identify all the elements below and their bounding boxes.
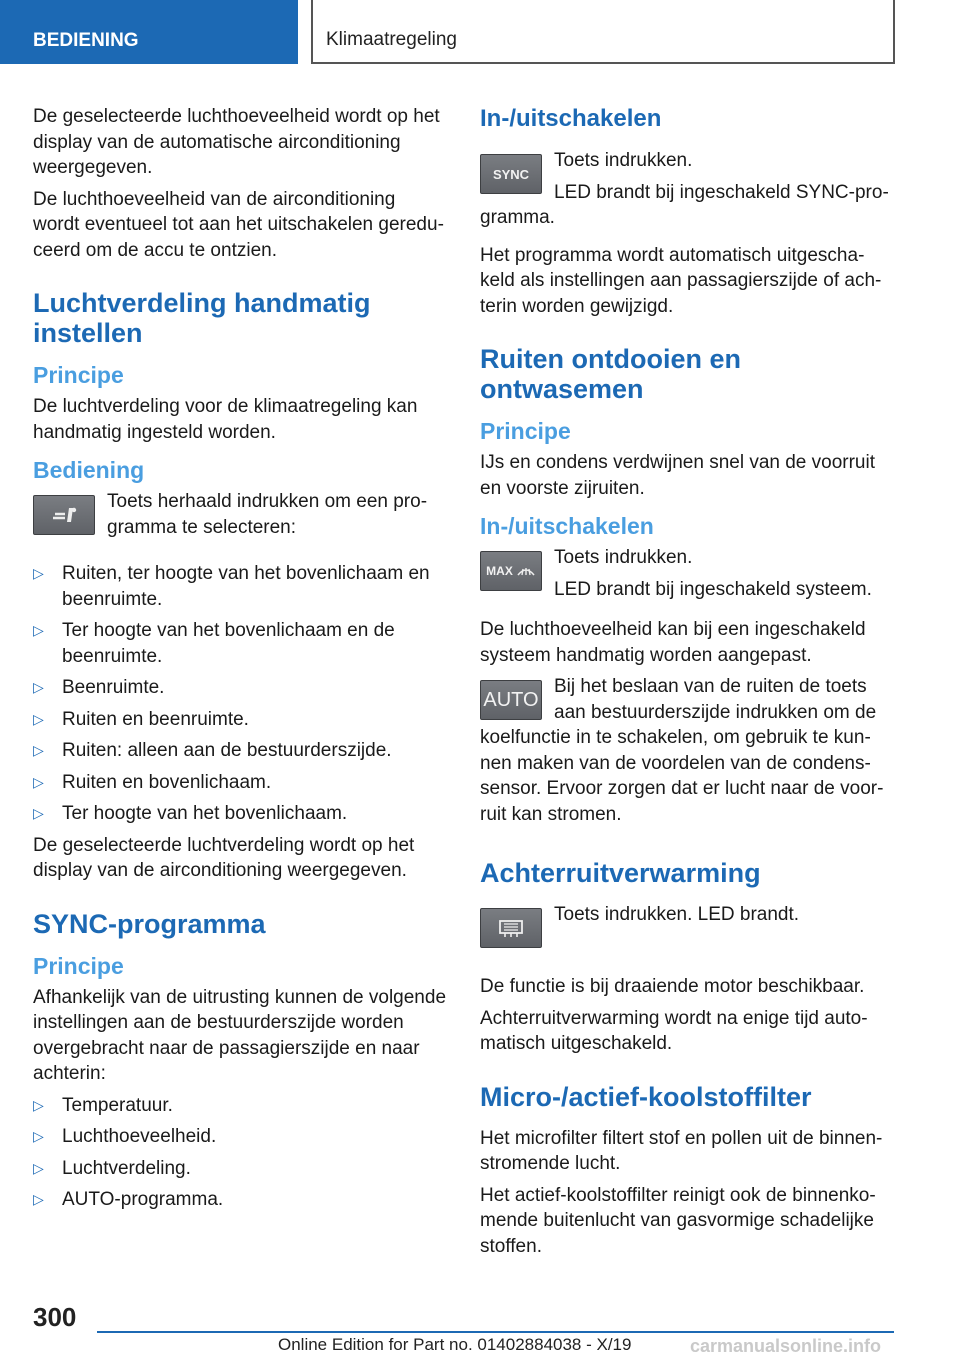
auto-button-row xyxy=(480,674,892,833)
triangle-bullet-icon: ▷ xyxy=(33,710,44,727)
max-defrost-icon: MAX xyxy=(480,551,542,591)
rear-defrost-button-row xyxy=(480,902,892,968)
list-item: ▷ Ter hoogte van het bovenlichaam en de beenruimte. xyxy=(33,620,395,667)
heading-luchtverdeling: Luchtverdeling handmatig instellen xyxy=(33,288,371,348)
paragraph: Achterruitverwarming wordt na enige tijd automatisch uitgeschakeld. xyxy=(480,1007,868,1054)
page-header xyxy=(0,0,960,66)
list-item: ▷ Luchthoeveelheid. xyxy=(33,1124,447,1150)
air-distribution-icon xyxy=(33,495,95,535)
chapter-title: Klimaatregeling xyxy=(311,0,895,64)
heading-principe: Principe xyxy=(480,418,571,444)
triangle-bullet-icon: ▷ xyxy=(33,773,44,790)
heading-achterruitverwarming: Achterruitverwarming xyxy=(480,858,761,888)
paragraph: De luchthoeveelheid kan bij een ingeschakeld systeem handmatig worden aangepast. xyxy=(480,619,866,666)
list-item: ▷ Ruiten: alleen aan de bestuurderszijde. xyxy=(33,738,447,764)
auto-text: Bij het beslaan van de ruiten de toets aan bestuurderszijde indrukken om de koelfunctie in te schakelen, om gebruik te kunnen maken van de voordelen van de condenssensor. Ervoor zorgen dat er lucht naar de voorruit kan stromen. xyxy=(480,676,884,825)
list-item: ▷ Beenruimte. xyxy=(33,675,447,701)
triangle-bullet-icon: ▷ xyxy=(33,1191,44,1207)
sync-text: Toets indrukken. xyxy=(554,150,693,171)
right-column xyxy=(480,104,892,1265)
watermark: carmanualsonline.info xyxy=(690,1336,882,1356)
triangle-bullet-icon: ▷ xyxy=(33,1128,44,1144)
footer-divider xyxy=(97,1331,894,1333)
heading-bediening: Bediening xyxy=(33,457,145,483)
list-item: ▷ Ruiten en bovenlichaam. xyxy=(33,770,447,796)
heading-in-uitschakelen: In-/uitschakelen xyxy=(480,513,654,539)
section-tab: BEDIENING xyxy=(0,0,298,64)
heading-sync: SYNC-programma xyxy=(33,908,266,939)
paragraph: De luchtverdeling voor de klimaatregeling kan handmatig ingesteld worden. xyxy=(33,396,418,443)
paragraph: Het microfilter filtert stof en pollen uit de binnenstromende lucht. xyxy=(480,1127,883,1174)
paragraph: De geselecteerde luchtverdeling wordt op het display van de airconditioning weergegeven. xyxy=(33,834,415,881)
bediening-text: Toets herhaald indrukken om een programma te selecteren: xyxy=(107,491,428,538)
list-item: ▷ Ruiten, ter hoogte van het bovenlichaam en beenruimte. xyxy=(33,563,430,610)
max-text: Toets indrukken. xyxy=(554,547,693,568)
paragraph: De luchthoeveelheid van de airconditioning wordt eventueel tot aan het uitschakelen gereduceerd om de accu te ontzien. xyxy=(33,188,444,261)
list-item: ▷ Ruiten en beenruimte. xyxy=(33,707,447,733)
triangle-bullet-icon: ▷ xyxy=(33,1096,44,1113)
list-item: ▷ Temperatuur. xyxy=(33,1093,447,1119)
triangle-bullet-icon: ▷ xyxy=(33,1159,44,1176)
list-item: ▷ Ter hoogte van het bovenlichaam. xyxy=(33,801,447,827)
heading-principe: Principe xyxy=(33,952,124,979)
triangle-bullet-icon: ▷ xyxy=(33,805,44,821)
edition-text: Online Edition for Part no. 01402884038 - X/19 xyxy=(278,1335,632,1354)
max-text: LED brandt bij ingeschakeld systeem. xyxy=(554,578,872,600)
airflow-button-row xyxy=(33,489,447,555)
airflow-options-list xyxy=(33,561,447,827)
sync-button-row xyxy=(480,148,892,237)
paragraph: Afhankelijk van de uitrusting kunnen de volgende instellingen aan de bestuurderszijde worden overgebracht naar de passagierszijde en naar achterin: xyxy=(33,986,447,1084)
triangle-bullet-icon: ▷ xyxy=(33,565,44,581)
paragraph: Het actief-koolstoffilter reinigt ook de binnenkomende buitenlucht van gasvormige schadelijke stoffen. xyxy=(480,1184,876,1257)
max-defrost-button-row xyxy=(480,545,892,611)
rear-window-heating-icon xyxy=(480,908,542,948)
sync-settings-list xyxy=(33,1093,447,1213)
sync-text: LED brandt bij ingeschakeld SYNC-programma. xyxy=(480,181,889,228)
triangle-bullet-icon: ▷ xyxy=(33,679,44,695)
auto-button-icon: AUTO xyxy=(480,680,542,720)
paragraph: IJs en condens verdwijnen snel van de voorruit en voorste zijruiten. xyxy=(480,452,876,499)
heading-in-uitschakelen: In-/uitschakelen xyxy=(480,105,662,132)
heading-ruiten: Ruiten ontdooien en ontwasemen xyxy=(480,344,741,404)
list-item: ▷ Luchtverdeling. xyxy=(33,1156,447,1182)
page-number: 300 xyxy=(33,1302,77,1332)
list-item: ▷ AUTO-programma. xyxy=(33,1187,447,1213)
heading-principe: Principe xyxy=(33,362,124,388)
paragraph: Het programma wordt automatisch uitgeschakeld als instellingen aan passagierszijde of achterin worden gewijzigd. xyxy=(480,244,882,317)
triangle-bullet-icon: ▷ xyxy=(33,622,44,638)
paragraph: De functie is bij draaiende motor beschikbaar. xyxy=(480,976,865,997)
achter-text: Toets indrukken. LED brandt. xyxy=(554,904,800,925)
paragraph: De geselecteerde luchthoeveelheid wordt op het display van de automatische airconditioning weergegeven. xyxy=(33,106,440,178)
triangle-bullet-icon: ▷ xyxy=(33,742,44,758)
sync-button-icon: SYNC xyxy=(480,154,542,194)
left-column xyxy=(33,104,447,1219)
heading-filter: Micro-/actief-koolstoffilter xyxy=(480,1081,812,1112)
